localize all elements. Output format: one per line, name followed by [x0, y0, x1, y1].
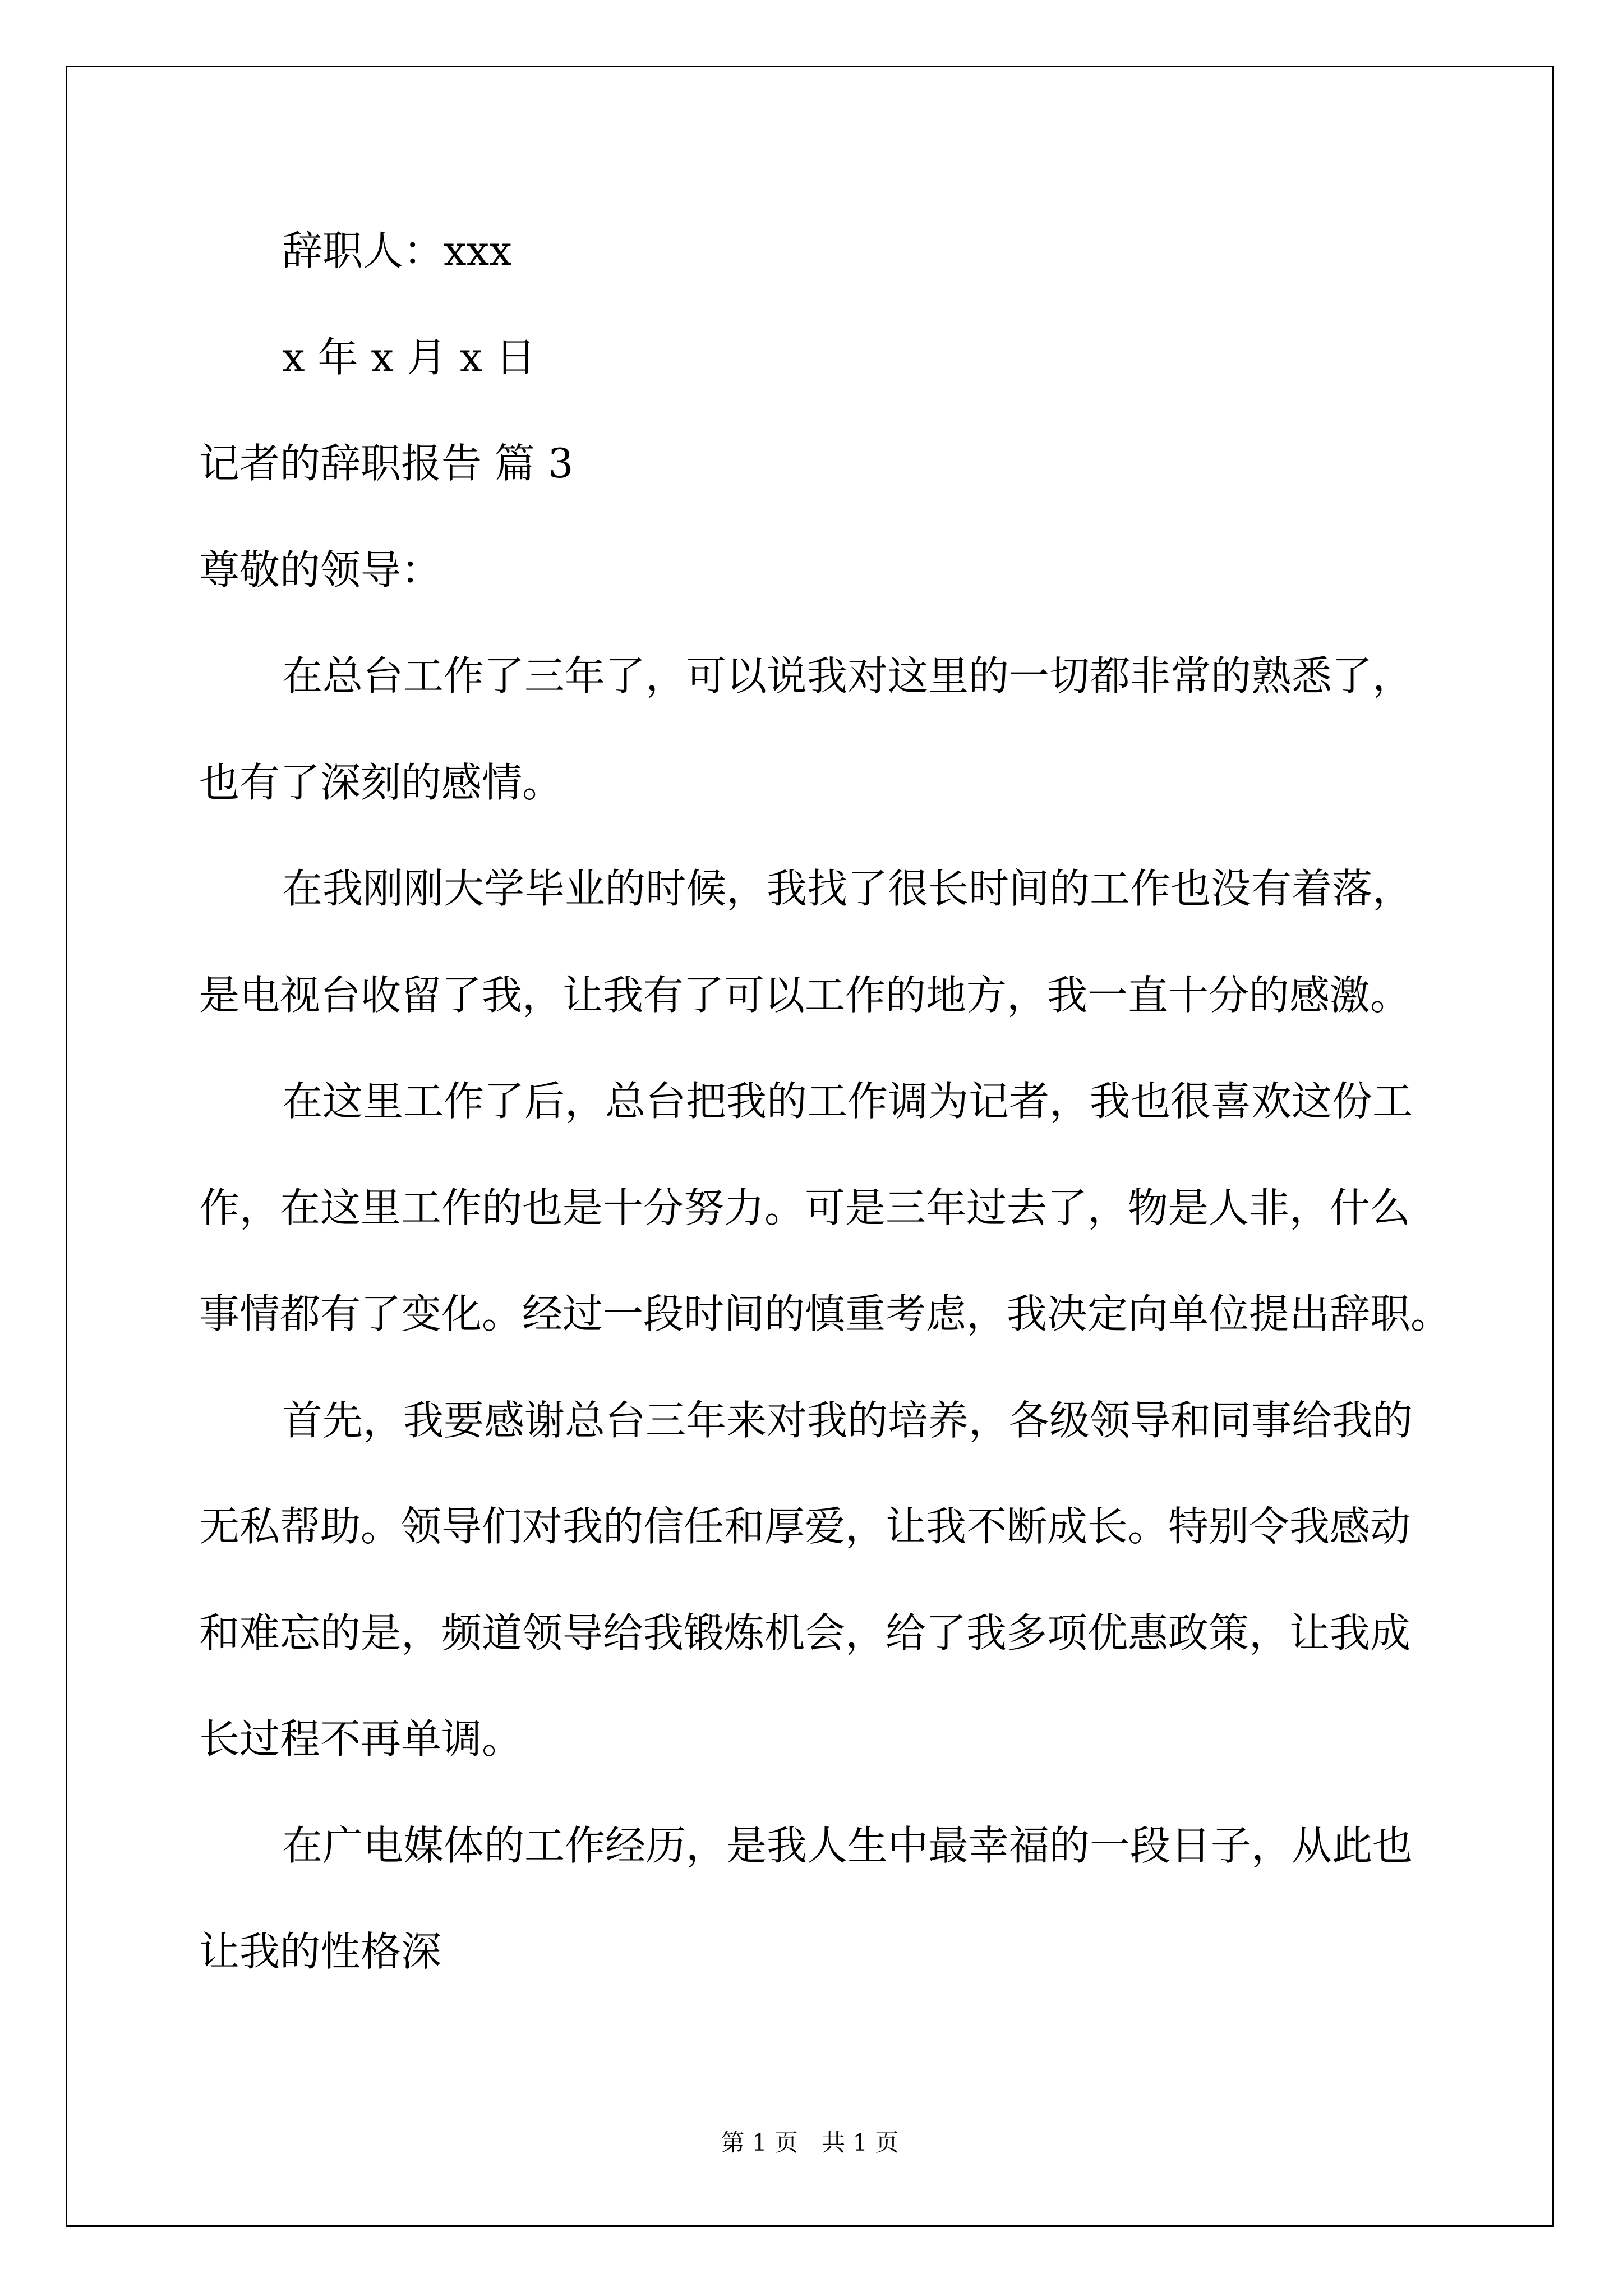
paragraph-line: 首先，我要感谢总台三年来对我的培养，各级领导和同事给我的 — [282, 1396, 1413, 1444]
document-title: 记者的辞职报告 篇 3 — [199, 440, 574, 487]
paragraph-line: 和难忘的是，频道领导给我锻炼机会，给了我多项优惠政策，让我成 — [199, 1609, 1411, 1657]
paragraph — [199, 1368, 1534, 1793]
paragraph-line: 是电视台收留了我，让我有了可以工作的地方，我一直十分的感激。 — [199, 971, 1411, 1019]
paragraph-line: 在广电媒体的工作经历，是我人生中最幸福的一段日子，从此也 — [282, 1821, 1413, 1869]
signature-name-line: 辞职人：xxx — [282, 227, 512, 274]
document-body — [199, 198, 1534, 2005]
salutation: 尊敬的领导： — [199, 546, 442, 593]
paragraph-line: 作，在这里工作的也是十分努力。可是三年过去了，物是人非，什么 — [199, 1184, 1411, 1231]
paragraph — [199, 623, 1534, 836]
paragraph — [199, 836, 1534, 1048]
paragraph-line: 也有了深刻的感情。 — [199, 758, 563, 806]
paragraph-line: 长过程不再单调。 — [199, 1715, 523, 1763]
signature-date-line: x 年 x 月 x 日 — [282, 333, 536, 381]
paragraph-line: 无私帮助。领导们对我的信任和厚爱，让我不断成长。特别令我感动 — [199, 1503, 1411, 1550]
paragraph — [199, 1793, 1534, 2005]
page-footer: 第 1 页 共 1 页 — [721, 2129, 899, 2156]
paragraph-line: 在总台工作了三年了，可以说我对这里的一切都非常的熟悉了， — [282, 652, 1413, 700]
paragraph-line: 让我的性格深 — [199, 1928, 442, 1975]
paragraph-line: 事情都有了变化。经过一段时间的慎重考虑，我决定向单位提出辞职。 — [199, 1290, 1451, 1337]
paragraph — [199, 1048, 1534, 1368]
paragraph-line: 在我刚刚大学毕业的时候，我找了很长时间的工作也没有着落， — [282, 865, 1413, 912]
paragraph-line: 在这里工作了后，总台把我的工作调为记者，我也很喜欢这份工 — [282, 1078, 1413, 1125]
